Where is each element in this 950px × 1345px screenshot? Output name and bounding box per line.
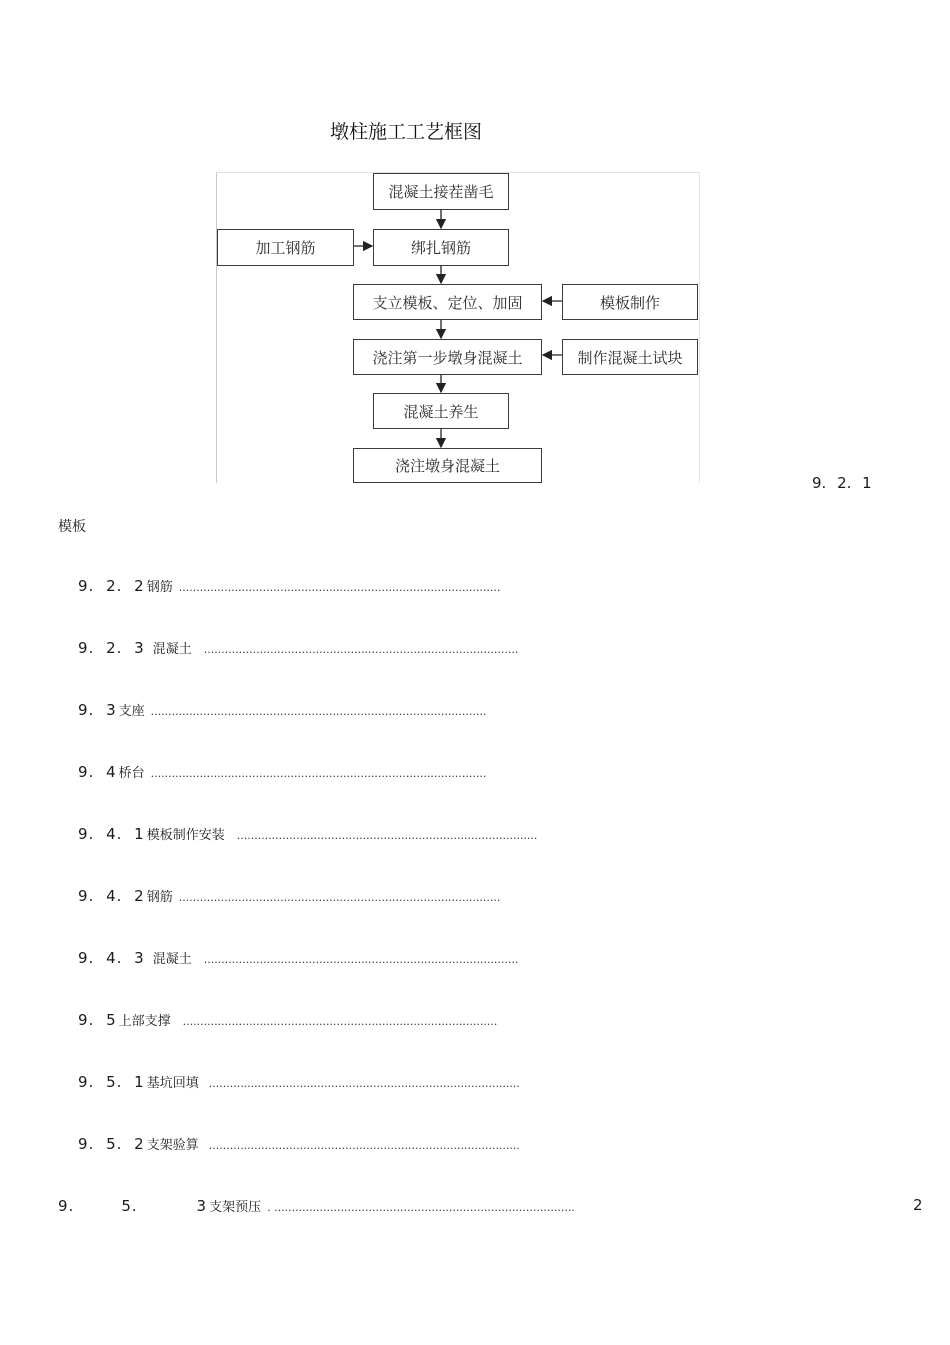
toc-entry[interactable]	[78, 576, 500, 598]
toc-entry[interactable]	[78, 948, 518, 970]
toc-leader-dots: .........................................................................................	[208, 1139, 520, 1152]
toc-label: 支架验算	[146, 1138, 199, 1153]
section-label-formwork: 模板	[58, 519, 86, 535]
toc-label: 钢筋	[146, 580, 173, 595]
toc-entry[interactable]	[78, 824, 537, 846]
toc-label: 混凝土	[152, 952, 192, 967]
toc-leader-dots: ............................................................................................	[178, 581, 501, 594]
toc-number: 9. 2. 3	[78, 639, 145, 657]
toc-entry[interactable]	[78, 1134, 520, 1156]
toc-number: 9. 3	[78, 701, 117, 719]
toc-entry[interactable]	[78, 1072, 520, 1094]
toc-number: 9. 5	[78, 1011, 117, 1029]
toc-entry[interactable]	[78, 700, 486, 722]
toc-label: 模板制作安装	[146, 828, 225, 843]
flowchart-arrows	[217, 173, 699, 483]
toc-label: 桥台	[118, 766, 145, 781]
input-process-rebar: 加工钢筋	[217, 229, 354, 266]
section-number-9-2-1: 9. 2. 1	[812, 474, 872, 492]
step-concrete-curing: 混凝土养生	[373, 393, 509, 429]
toc-leader-dots: ......................................................................................	[236, 829, 538, 842]
toc-leader-dots: ................................................................................................	[150, 705, 487, 718]
toc-number: 9. 5. 3	[58, 1197, 208, 1215]
input-formwork-fabrication: 模板制作	[562, 284, 698, 320]
pier-construction-flowchart	[216, 172, 700, 483]
toc-number: 9. 5. 2	[78, 1135, 145, 1153]
toc-entry[interactable]	[58, 1196, 575, 1218]
toc-entry[interactable]	[78, 638, 518, 660]
toc-number: 9. 4	[78, 763, 117, 781]
toc-label: 支架预压	[209, 1200, 262, 1215]
toc-leader-dots: ............................................................................................	[178, 891, 501, 904]
toc-number: 9. 4. 2	[78, 887, 145, 905]
toc-leader-dots: ..........................................................................................	[182, 1015, 498, 1028]
toc-number: 9. 4. 3	[78, 949, 145, 967]
toc-leader-dots: .........................................................................................	[208, 1077, 520, 1090]
toc-label: 钢筋	[146, 890, 173, 905]
toc-label: 上部支撑	[118, 1014, 171, 1029]
flowchart-title: 墩柱施工工艺框图	[329, 121, 482, 143]
toc-number: 9. 2. 2	[78, 577, 145, 595]
toc-leader-dots: ................................................................................................	[150, 767, 487, 780]
toc-leader-dots: ..........................................................................................	[203, 953, 519, 966]
input-concrete-test-blocks: 制作混凝土试块	[562, 339, 698, 375]
toc-entry[interactable]	[78, 1010, 497, 1032]
page-number: 2	[913, 1196, 923, 1214]
step-pour-first-stage: 浇注第一步墩身混凝土	[353, 339, 542, 375]
step-erect-formwork: 支立模板、定位、加固	[353, 284, 542, 320]
step-concrete-joint-roughening: 混凝土接茬凿毛	[373, 173, 509, 210]
toc-label: 支座	[118, 704, 145, 719]
toc-leader-dots: ..........................................................................................	[203, 643, 519, 656]
toc-label: 基坑回填	[146, 1076, 199, 1091]
toc-entry[interactable]	[78, 762, 486, 784]
toc-number: 9. 5. 1	[78, 1073, 145, 1091]
toc-leader-dots: . ......................................................................................	[267, 1201, 575, 1214]
toc-number: 9. 4. 1	[78, 825, 145, 843]
step-tie-rebar: 绑扎钢筋	[373, 229, 509, 266]
toc-entry[interactable]	[78, 886, 500, 908]
step-pour-pier-body: 浇注墩身混凝土	[353, 448, 542, 483]
toc-label: 混凝土	[152, 642, 192, 657]
